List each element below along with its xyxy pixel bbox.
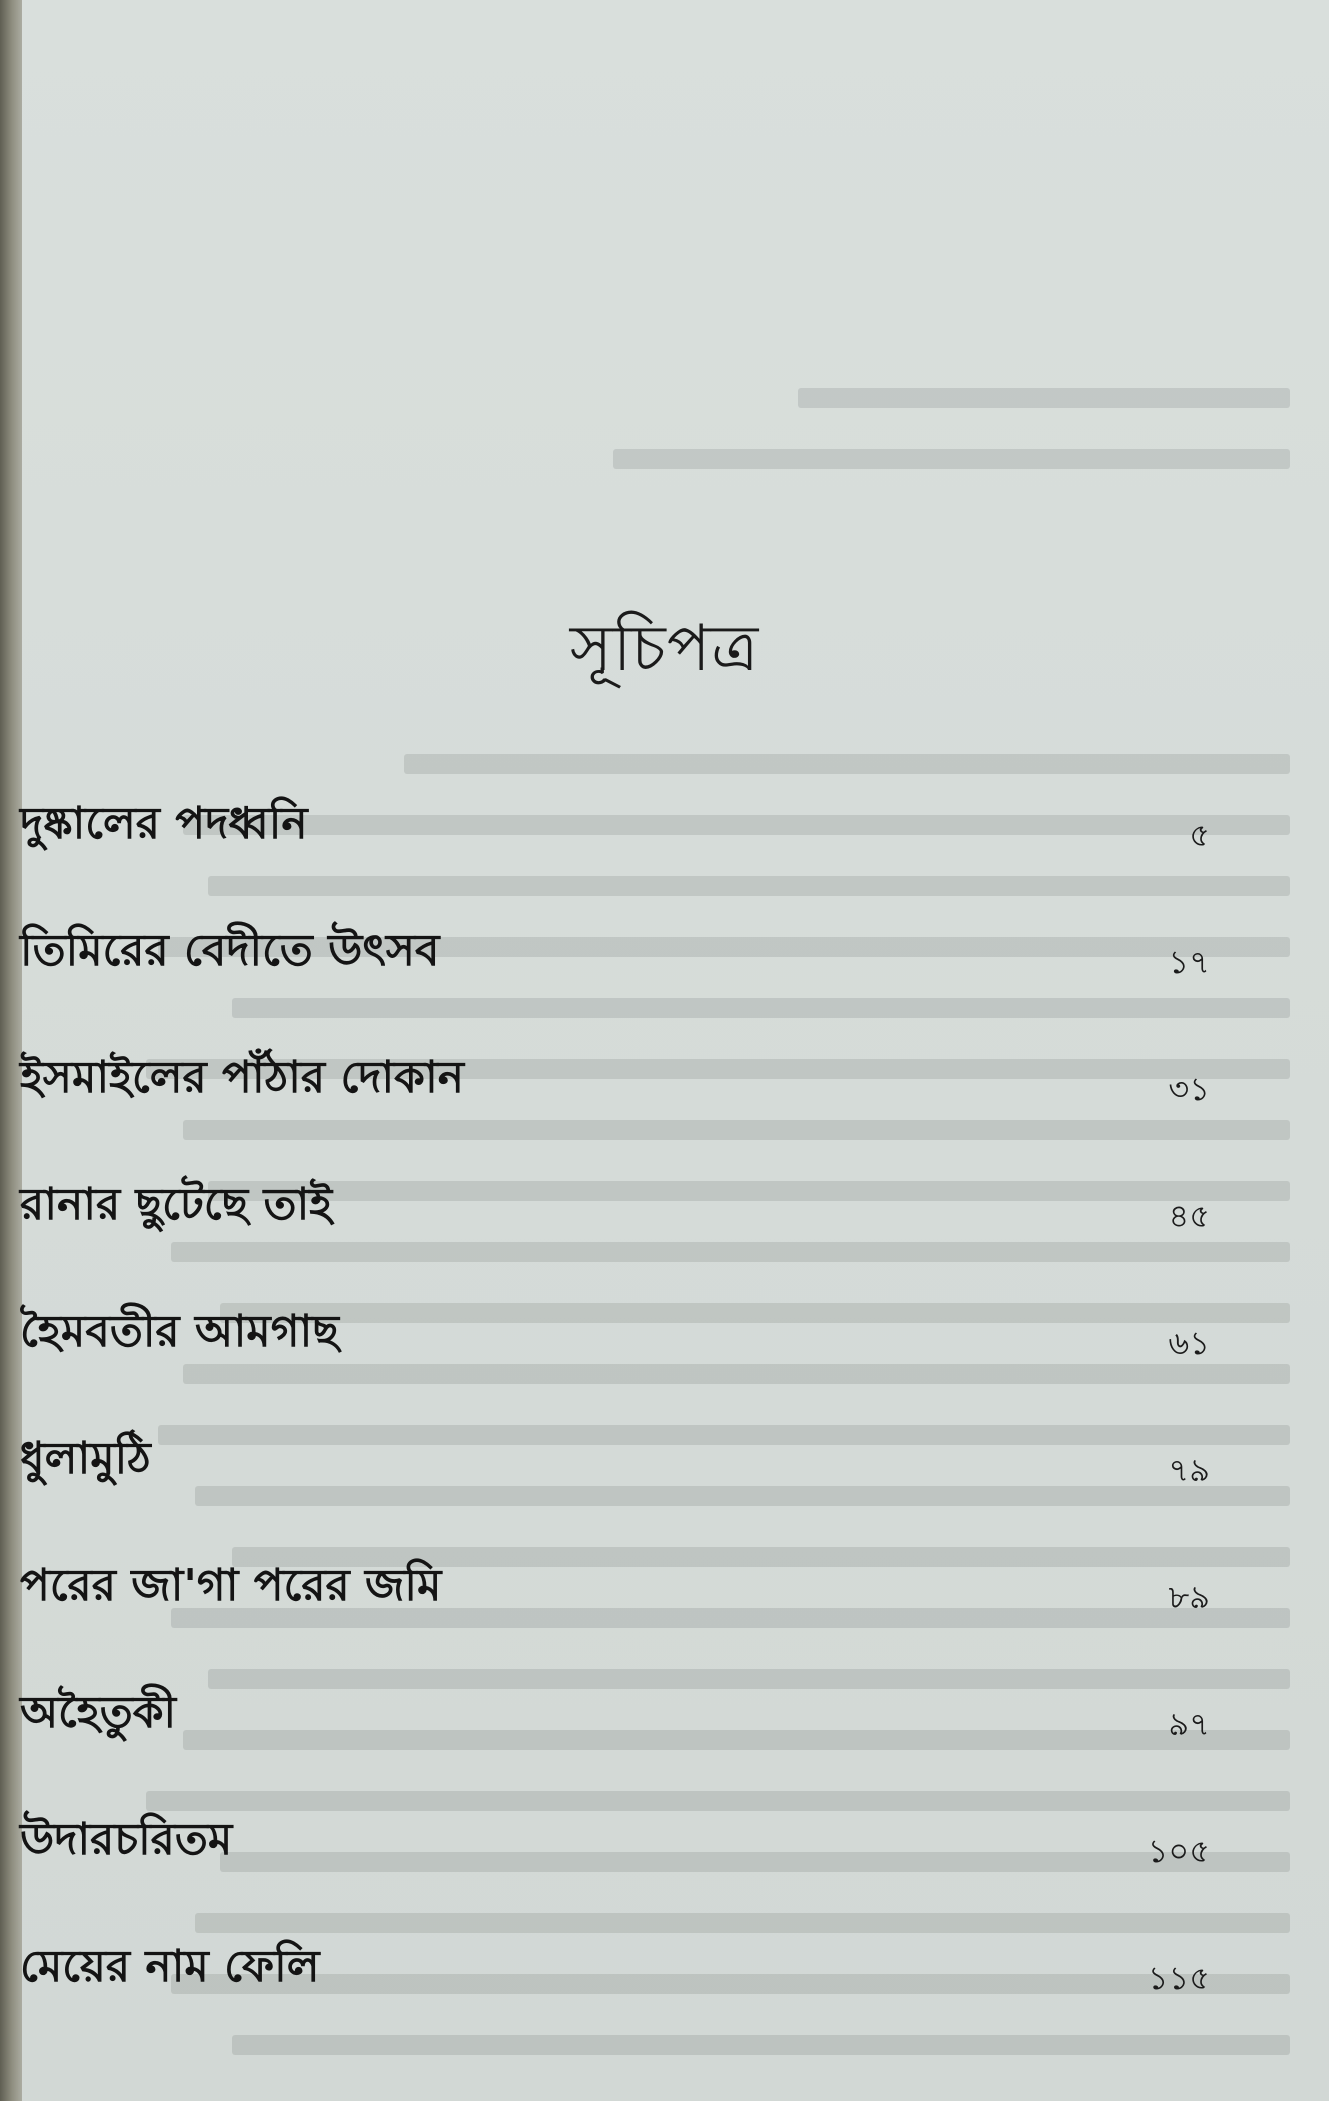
show-through-line xyxy=(60,122,1290,183)
toc-entry-title: পরের জা'গা পরের জমি xyxy=(20,1560,442,1611)
show-through-line xyxy=(60,305,1290,366)
toc-entry-title: উদারচরিতম xyxy=(20,1814,233,1865)
toc-entry-page: ৬১ xyxy=(1168,1324,1210,1362)
toc-entry xyxy=(20,1044,1230,1171)
toc-entry-title: ইসমাইলের পাঁঠার দোকান xyxy=(20,1052,464,1103)
toc-entry xyxy=(20,1298,1230,1425)
show-through-line xyxy=(60,366,1290,427)
table-of-contents xyxy=(20,790,1230,2060)
toc-entry-page: ৯৭ xyxy=(1168,1705,1210,1743)
toc-entry xyxy=(20,1552,1230,1679)
toc-entry xyxy=(20,1171,1230,1298)
toc-entry-page: ৫ xyxy=(1189,816,1210,854)
show-through-line xyxy=(60,61,1290,122)
toc-entry-page: ১৭ xyxy=(1168,943,1210,981)
toc-entry xyxy=(20,1806,1230,1933)
toc-entry-title: ধুলামুঠি xyxy=(20,1433,151,1484)
toc-entry-page: ১০৫ xyxy=(1147,1832,1210,1870)
show-through-line xyxy=(60,183,1290,244)
show-through-line xyxy=(60,427,1290,488)
toc-entry xyxy=(20,1933,1230,2060)
toc-entry-title: হৈমবতীর আমগাছ xyxy=(20,1306,339,1357)
toc-entry-title: রানার ছুটেছে তাই xyxy=(20,1179,333,1230)
toc-entry-title: দুষ্কালের পদধ্বনি xyxy=(20,798,308,849)
toc-entry-title: মেয়ের নাম ফেলি xyxy=(20,1941,320,1992)
show-through-mark xyxy=(404,754,1290,774)
toc-entry-title: তিমিরের বেদীতে উৎসব xyxy=(20,925,440,976)
show-through-line xyxy=(60,0,1290,61)
toc-entry-page: ৪৫ xyxy=(1168,1197,1210,1235)
toc-entry-page: ৩১ xyxy=(1168,1070,1210,1108)
toc-entry-page: ৭৯ xyxy=(1168,1451,1210,1489)
show-through-mark xyxy=(614,449,1291,469)
toc-entry xyxy=(20,1425,1230,1552)
toc-entry-page: ১১৫ xyxy=(1147,1959,1210,1997)
show-through-line xyxy=(60,244,1290,305)
toc-entry xyxy=(20,1679,1230,1806)
show-through-line xyxy=(60,488,1290,549)
toc-entry xyxy=(20,790,1230,917)
toc-entry-page: ৮৯ xyxy=(1168,1578,1210,1616)
show-through-line xyxy=(60,732,1290,793)
page-title: সূচিপত্র xyxy=(569,612,760,686)
show-through-mark xyxy=(798,388,1290,408)
toc-entry xyxy=(20,917,1230,1044)
toc-entry-title: অহৈতুকী xyxy=(20,1687,177,1738)
